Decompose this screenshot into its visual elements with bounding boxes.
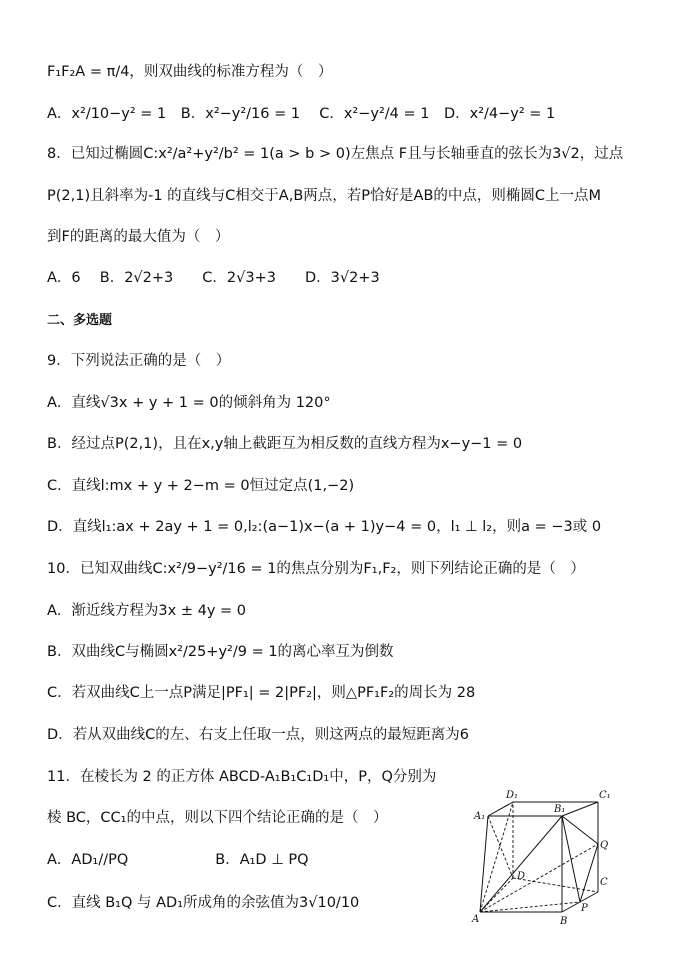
line-20: C．直线 B₁Q 与 AD₁所成角的余弦值为3√10/10	[47, 895, 360, 911]
line-2: 8．已知过椭圆C:x²/a²+y²/b² = 1(a > b > 0)左焦点 F且与长轴垂直的弦长为3√2，过点	[47, 146, 624, 162]
edge-A1A	[480, 816, 488, 912]
line-8: A．直线√3x + y + 1 = 0的倾斜角为 120°	[47, 395, 331, 411]
line-4: 到F的距离的最大值为（ ）	[47, 229, 230, 245]
label-A1: A₁	[474, 811, 486, 822]
cube-figure	[466, 786, 624, 926]
label-D1: D₁	[506, 790, 519, 801]
segment-AB1	[480, 816, 562, 912]
edge-C1B1	[562, 802, 598, 816]
line-16: D．若从双曲线C的左、右支上任取一点，则这两点的最短距离为6	[47, 727, 470, 743]
label-Q: Q	[600, 840, 609, 851]
line-11: D．直线l₁:ax + 2ay + 1 = 0,l₂:(a−1)x−(a + 1)y−4 = 0，l₁ ⊥ l₂，则a = −3或 0	[47, 519, 602, 535]
label-P: P	[581, 903, 588, 914]
line-18: 棱 BC，CC₁的中点，则以下四个结论正确的是（ ）	[47, 810, 388, 826]
label-B1: B₁	[554, 804, 566, 815]
line-12: 10．已知双曲线C:x²/9−y²/16 = 1的焦点分别为F₁,F₂，则下列结论正确的是（ ）	[47, 561, 585, 577]
label-B: B	[560, 916, 568, 926]
line-10: C．直线l:mx + y + 2−m = 0恒过定点(1,−2)	[47, 478, 355, 494]
line-13: A．渐近线方程为3x ± 4y = 0	[47, 603, 246, 619]
hidden-A1D	[488, 816, 513, 878]
line-0: F₁F₂A = π/4，则双曲线的标准方程为（ ）	[47, 64, 333, 80]
line-19: A．AD₁//PQ B．A₁D ⊥ PQ	[47, 852, 309, 868]
section-heading: 二、多选题	[47, 313, 113, 328]
label-C1: C₁	[599, 790, 611, 801]
line-5: A．6 B．2√2+3 C．2√3+3 D．3√2+3	[47, 270, 380, 286]
label-A: A	[472, 914, 480, 925]
label-D: D	[517, 871, 526, 882]
line-3: P(2,1)且斜率为-1 的直线与C相交于A,B两点，若P恰好是AB的中点，则椭圆C上一点M	[47, 188, 602, 204]
line-17: 11．在棱长为 2 的正方体 ABCD-A₁B₁C₁D₁中，P，Q分别为	[47, 769, 437, 785]
label-C: C	[600, 877, 608, 888]
line-15: C．若双曲线C上一点P满足|PF₁| = 2|PF₂|，则△PF₁F₂的周长为 28	[47, 685, 476, 701]
line-9: B．经过点P(2,1)，且在x,y轴上截距互为相反数的直线方程为x−y−1 = 0	[47, 436, 523, 452]
line-1: A．x²/10−y² = 1 B．x²−y²/16 = 1 C．x²−y²/4 = 1 D．x²/4−y² = 1	[47, 106, 556, 122]
segment-B1P	[562, 816, 580, 902]
line-14: B．双曲线C与椭圆x²/25+y²/9 = 1的离心率互为倒数	[47, 644, 394, 660]
line-7: 9．下列说法正确的是（ ）	[47, 353, 231, 369]
